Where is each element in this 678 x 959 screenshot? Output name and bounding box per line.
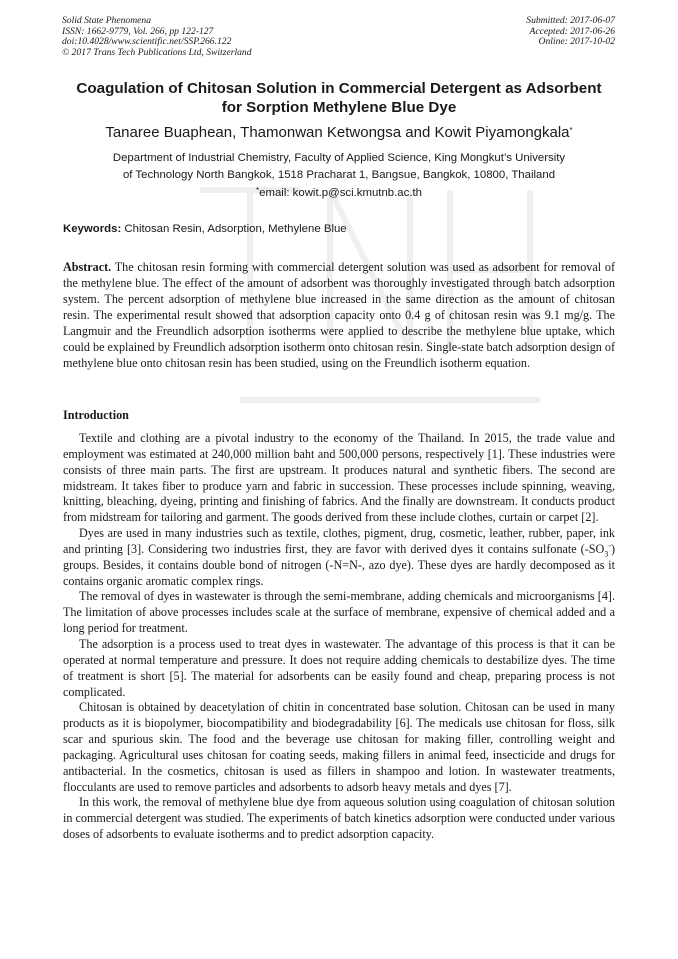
email-text[interactable]: email: kowit.p@sci.kmutnb.ac.th	[259, 187, 422, 199]
contact-email	[40, 185, 638, 201]
paragraph: The adsorption is a process used to treat dyes in wastewater. The advantage of this process is that it can be operated at normal temperature and pressure. It does not require adding chemicals to destabilize dyes. The time of treatment is short [5]. The material for adsorbents can be easily found and cheap, preparing process is not complicated.	[63, 636, 615, 699]
paragraph: Dyes are used in many industries such as textile, clothes, pigment, drug, cosmetic, leather, rubber, paper, ink and printing [3]. Considering two industries first, they are favor with derived dyes it contains sulfonate $(-SO_3^-)$ groups. Besides, it contains double bond of nitrogen (-N=N-, azo dye). These dyes are hardly decomposed as it contains organic aromatic complex rings.	[63, 526, 615, 588]
keywords-text: Chitosan Resin, Adsorption, Methylene Blue	[121, 223, 347, 235]
publication-dates	[526, 16, 615, 48]
journal-name: Solid State Phenomena	[62, 15, 151, 26]
journal-info	[62, 16, 252, 58]
superscript: -	[608, 540, 611, 550]
affiliation	[40, 150, 638, 183]
subscript: 3	[604, 549, 609, 559]
submitted-date: Submitted: 2017-06-07	[526, 15, 615, 26]
online-date: Online: 2017-10-02	[538, 36, 615, 48]
author-list	[40, 124, 638, 142]
paper-title	[40, 80, 638, 117]
corresponding-author-marker: *	[569, 126, 573, 135]
author-names: Tanaree Buaphean, Thamonwan Ketwongsa and Kowit Piyamongkala	[105, 124, 570, 141]
paragraph: Textile and clothing are a pivotal industry to the economy of the Thailand. In 2015, the trade value and employment was estimated at 240,000 million baht and 500,000 persons, respectively [1]. These industries were consists of three main parts. The first are upstream. It produces natural and synthetic fibers. The second are midstream. It takes fiber to produce yarn and fabric in succession. These processes include spinning, weaving, knitting, bleaching, dyeing, printing and finishing of fabrics. And the finally are downstream. It conducts product from midstream for tailoring and garment. The goods derived from these include clothes, curtain or carpet [2].	[63, 431, 615, 525]
paragraph: The removal of dyes in wastewater is through the semi-membrane, adding chemicals and microorganisms [4]. The limitation of above processes includes scale at the surface of membrane, expensive of chemical added and a long period for treatment.	[63, 589, 615, 636]
copyright-line: © 2017 Trans Tech Publications Ltd, Switzerland	[62, 46, 252, 58]
abstract-text: The chitosan resin forming with commercial detergent solution was used as adsorbent for removal of the methylene blue. The effect of the amount of adsorbent was thoroughly investigated through batch adsorption system. The percent adsorption of methylene blue increased in the same direction as the amount of chitosan resin. The experimental result showed that adsorption capacity onto 0.4 g of chitosan resin was 9.1 mg/g. The Langmuir and the Freundlich adsorption isotherms were applied to describe the methylene blue uptake, which could be explained by Freundlich adsorption isotherm onto chitosan resin. Single-state batch adsorption design of methylene blue onto chitosan resin has been studied, using on the Freundlich isotherm equation.	[63, 260, 615, 370]
email-marker: *	[256, 186, 260, 195]
abstract	[63, 259, 615, 371]
keywords	[63, 221, 347, 237]
paragraph: In this work, the removal of methylene blue dye from aqueous solution using coagulation of chitosan solution in commercial detergent was studied. The experiments of batch kinetics adsorption were conducted under various doses of adsorbents to evaluate isotherms and to predict adsorption capacity.	[63, 795, 615, 842]
issn-line: ISSN: 1662-9779, Vol. 266, pp 122-127	[62, 25, 214, 37]
affiliation-line-2: of Technology North Bangkok, 1518 Pracharat 1, Bangsue, Bangkok, 10800, Thailand	[122, 168, 556, 181]
introduction-body	[63, 431, 615, 843]
doi-line[interactable]: doi:10.4028/www.scientific.net/SSP.266.122	[62, 36, 232, 48]
affiliation-line-1: Department of Industrial Chemistry, Faculty of Applied Science, King Mongkut’s University	[112, 152, 566, 164]
accepted-date: Accepted: 2017-06-26	[529, 25, 615, 37]
paragraph: Chitosan is obtained by deacetylation of chitin in concentrated base solution. Chitosan can be used in many products as it is biopolymer, biocompatibility and biodegradability [6]. The medicals use chitosan for floss, silk scar and spurious skin. The food and the beverage use chitosan for making filler, controlling weight and packaging. Agricultural uses chitosan for coating seeds, making fillers in animal feed, insecticide and drugs for antibacterial. In the cosmetics, chitosan is used as fillers in shampoo and lotion. In wastewater treatments, flocculants are used to remove particles and adsorbents to adsorb heavy metals and dyes [7].	[63, 700, 615, 794]
title-line-1: Coagulation of Chitosan Solution in Commercial Detergent as Adsorbent	[76, 80, 602, 97]
title-line-2: for Sorption Methylene Blue Dye	[221, 98, 457, 116]
abstract-label: Abstract.	[63, 260, 112, 274]
keywords-label: Keywords:	[63, 223, 122, 235]
introduction-heading: Introduction	[63, 408, 129, 422]
